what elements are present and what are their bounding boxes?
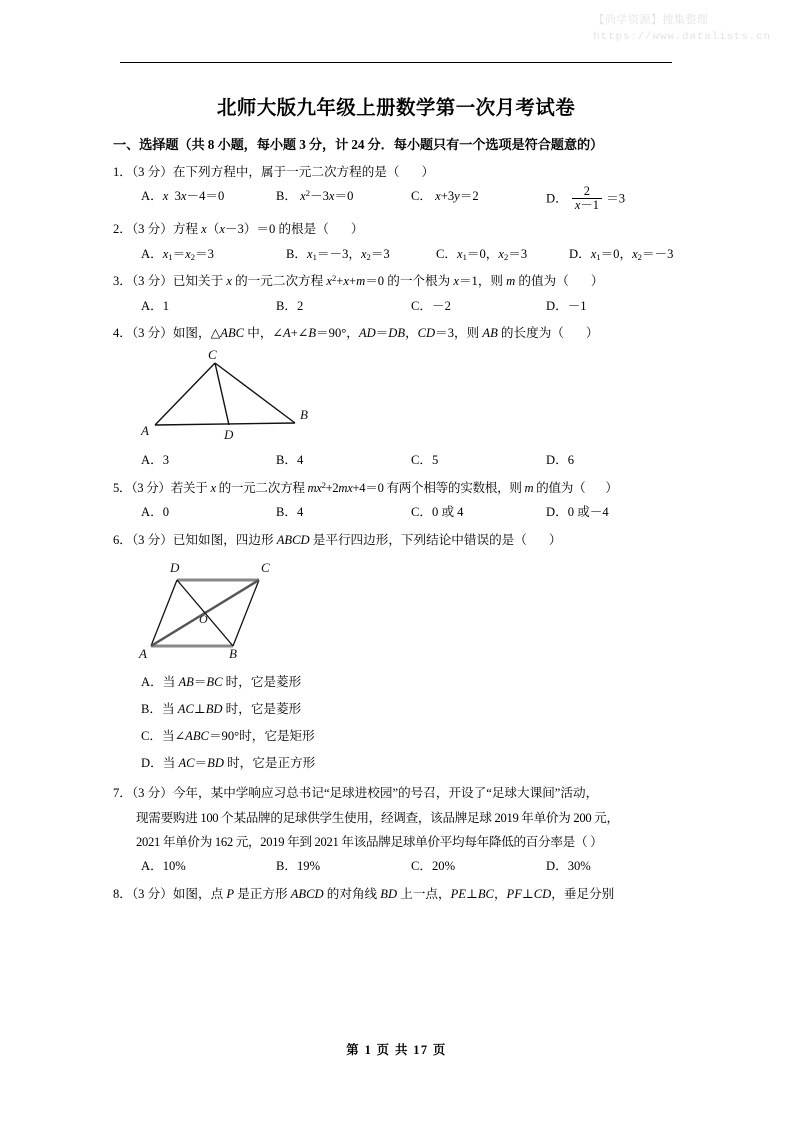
header-divider	[120, 62, 672, 63]
parallelogram-label-o: O	[199, 612, 208, 626]
question-7-option-a[interactable]: A．10%	[141, 859, 186, 874]
question-7-stem-line-2: 现需要购进 100 个某品牌的足球供学生使用，经调查，该品牌足球 2019 年单价为 200 元，	[136, 810, 619, 825]
question-2-stem-text: 2．（3 分）方程 x（x－3）＝0 的根是（	[113, 222, 329, 237]
page-footer: 第 1 页 共 17 页	[346, 1043, 447, 1057]
question-1-stem	[113, 162, 679, 182]
question-8-stem: 8．（3 分）如图，点 P 是正方形 ABCD 的对角线 BD 上一点，PE⊥BC，PF⊥CD，垂足分别	[113, 886, 615, 901]
option-c-expr: x+3y＝2	[435, 189, 479, 204]
triangle-label-d: D	[224, 427, 234, 443]
question-1-option-c[interactable]	[411, 186, 546, 213]
question-1-option-b[interactable]	[276, 186, 411, 213]
question-6-options	[113, 669, 679, 777]
parallelogram-label-d: D	[170, 560, 180, 575]
question-4-figure	[113, 347, 679, 448]
question-4-option-d[interactable]: D．6	[546, 453, 574, 468]
fraction-two-over-x-minus-one	[572, 185, 602, 212]
question-1-option-a[interactable]: A．x 3x－4＝0	[141, 189, 225, 204]
fraction-denominator: x－1	[572, 198, 602, 212]
question-6-option-b[interactable]: B．当 AC⊥BD 时，它是菱形	[141, 702, 302, 717]
question-7-options	[113, 856, 679, 877]
triangle-label-a: A	[141, 423, 149, 439]
question-4	[113, 323, 679, 472]
question-2-option-a[interactable]: A．$x_1=x_2=3$	[141, 246, 214, 262]
question-6-stem: 6．（3 分）已知如图，四边形 ABCD 是平行四边形，下列结论中错误的是（ ）	[113, 532, 562, 547]
question-3-option-c[interactable]: C．－2	[411, 298, 451, 313]
question-2-option-d[interactable]: D．$x_1=0$，$x_2=-3$	[569, 246, 674, 262]
question-4-stem: 4．（3 分）如图，△ABC 中，∠A+∠B＝90°，AD＝DB，CD＝3，则 AB 的长度为（ ）	[113, 326, 599, 341]
question-4-option-c[interactable]: C．5	[411, 453, 439, 468]
question-3	[113, 271, 679, 317]
question-1-option-d[interactable]	[546, 186, 625, 213]
question-7-option-b[interactable]: B．19%	[276, 859, 321, 874]
question-2-option-b[interactable]: B．$x_1=-3$，$x_2=3$	[286, 246, 390, 262]
section-heading-multiple-choice: 一、选择题（共 8 小题，每小题 3 分，计 24 分．每小题只有一个选项是符合题意的）	[113, 137, 604, 152]
triangle-label-c: C	[208, 347, 217, 363]
question-2-option-c[interactable]: C．$x_1=0$，$x_2=3$	[436, 246, 528, 262]
question-7-stem-line-1: 7．（3 分）今年，某中学响应习总书记“足球进校园”的号召，开设了“足球大课间”活动，	[113, 786, 599, 801]
question-7-option-d[interactable]: D．30%	[546, 859, 591, 874]
question-7-stem-line-3: 2021 年单价为 162 元，2019 年到 2021 年该品牌足球单价平均每年降低的百分率是（ ）	[136, 835, 603, 850]
question-5-option-c[interactable]: C．0 或 4	[411, 505, 464, 520]
question-5-stem: 5．（3 分）若关于 x 的一元二次方程 $mx^2+2mx+4=0$ 有两个相等的实数根，则 m 的值为（ ）	[113, 479, 618, 495]
option-d-label: D．	[546, 191, 568, 206]
question-1-stem-text: 1．（3 分）在下列方程中，属于一元二次方程的是（	[113, 165, 400, 179]
question-5-option-d[interactable]: D．0 或－4	[546, 505, 609, 520]
question-2-options	[113, 244, 679, 265]
question-2-stem	[113, 219, 679, 239]
parallelogram-label-a: A	[139, 646, 147, 660]
fraction-numerator: 2	[583, 184, 590, 199]
option-a-expr: 3x－4＝0	[174, 189, 225, 204]
question-3-options	[113, 296, 679, 317]
question-3-option-a[interactable]: A．1	[141, 298, 169, 313]
question-5	[113, 478, 679, 524]
question-6-option-a[interactable]: A．当 AB＝BC 时，它是菱形	[141, 675, 302, 689]
parallelogram-label-c: C	[261, 560, 270, 575]
question-6	[113, 530, 679, 778]
exam-content	[113, 92, 679, 908]
option-a-label: A．	[141, 189, 163, 204]
question-7-option-c[interactable]: C．20%	[411, 859, 456, 874]
watermark	[593, 12, 771, 45]
question-1-options	[113, 186, 679, 213]
question-3-option-d[interactable]: D．－1	[546, 298, 587, 313]
question-1-stem-close: ）	[421, 165, 435, 179]
option-d-tail: ＝3	[606, 191, 625, 206]
option-b-expr: $x^2-3x=0$	[300, 188, 354, 204]
question-7	[113, 783, 679, 878]
question-6-figure	[113, 554, 679, 665]
question-5-option-a[interactable]: A．0	[141, 505, 169, 520]
page-title: 北师大版九年级上册数学第一次月考试卷	[216, 98, 576, 119]
watermark-url: https://www.datalists.cn	[593, 31, 771, 44]
question-8	[113, 884, 679, 904]
option-c-label: C．	[411, 189, 432, 204]
question-4-option-b[interactable]: B．4	[276, 453, 304, 468]
question-3-stem: 3．（3 分）已知关于 x 的一元二次方程 $x^2+x+m=0$ 的一个根为 x＝1，则 m 的值为（ ）	[113, 273, 604, 289]
triangle-abc-diagram	[137, 347, 337, 443]
question-5-option-b[interactable]: B．4	[276, 505, 304, 520]
question-6-option-d[interactable]: D．当 AC＝BD 时，它是正方形	[141, 756, 316, 771]
question-2	[113, 219, 679, 265]
watermark-source-label: 【尚学资源】搜集整理	[593, 14, 709, 26]
parallelogram-abcd-diagram	[137, 554, 327, 660]
question-4-option-a[interactable]: A．3	[141, 453, 169, 468]
question-1	[113, 162, 679, 213]
option-b-label: B．	[276, 189, 297, 204]
triangle-label-b: B	[300, 407, 308, 423]
question-5-options	[113, 502, 679, 523]
question-6-option-c[interactable]: C．当∠ABC＝90°时，它是矩形	[141, 729, 315, 744]
question-4-options	[113, 450, 679, 471]
parallelogram-label-b: B	[229, 646, 237, 660]
question-3-option-b[interactable]: B．2	[276, 298, 304, 313]
question-2-stem-close: ）	[350, 222, 364, 237]
